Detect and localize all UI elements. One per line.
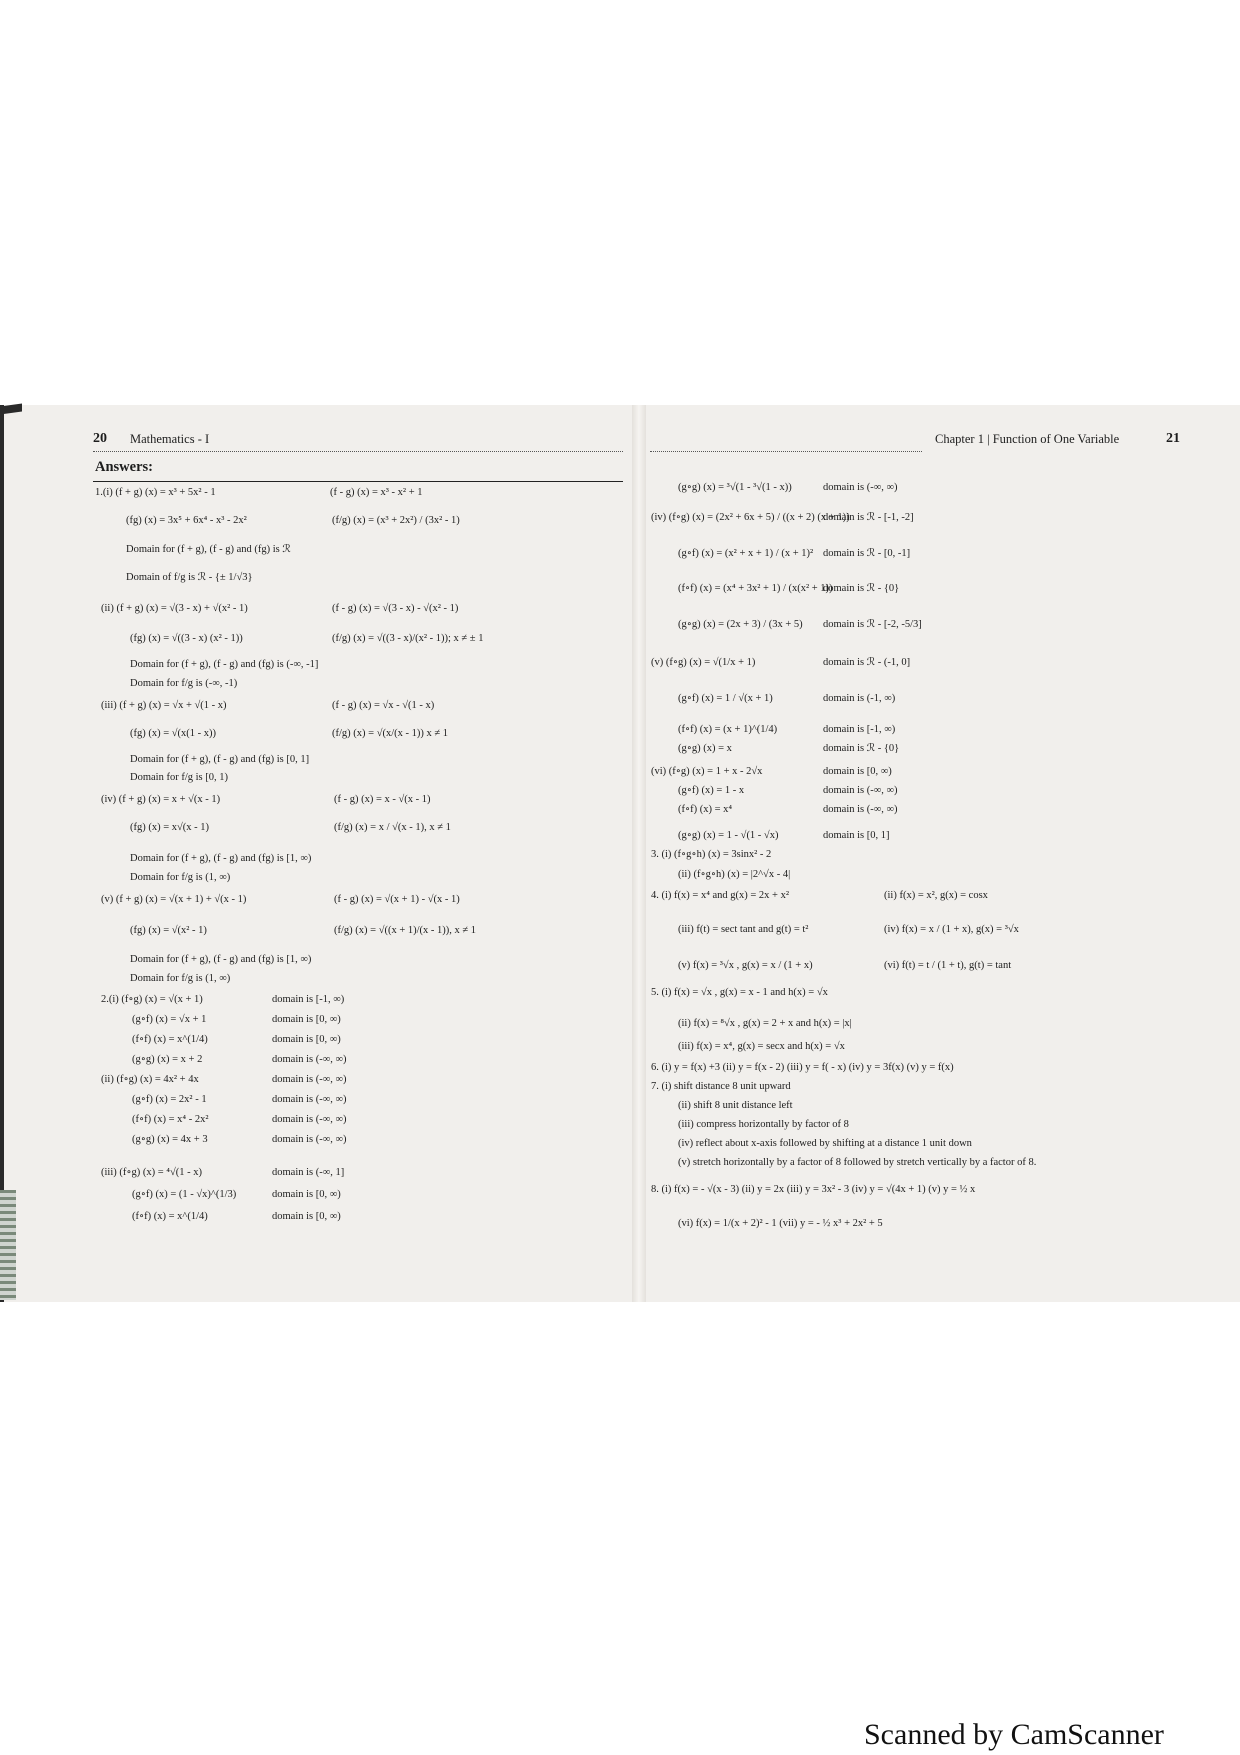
right-page-number: 21 (1166, 431, 1180, 446)
right-answer-line: (iv) f(x) = x / (1 + x), g(x) = ³√x (884, 924, 1019, 935)
left-answer-line: Domain for (f + g), (f - g) and (fg) is (-∞, -1] (130, 659, 319, 670)
left-answer-line: (fg) (x) = √(x(1 - x)) (130, 728, 217, 739)
left-page-edge (0, 405, 4, 1302)
left-answer-line: Domain for f/g is (-∞, -1) (130, 678, 238, 689)
scanner-watermark: Scanned by CamScanner (864, 1718, 1164, 1751)
left-header-rule (93, 451, 623, 452)
left-answer-line: (f/g) (x) = √((x + 1)/(x - 1)), x ≠ 1 (334, 925, 477, 936)
right-answer-line: (v) (f∘g) (x) = √(1/x + 1) (651, 657, 756, 668)
left-answer-line: 1.(i) (f + g) (x) = x³ + 5x² - 1 (95, 487, 216, 498)
left-answer-line: (ii) (f + g) (x) = √(3 - x) + √(x² - 1) (101, 603, 248, 614)
right-answer-line: (iv) (f∘g) (x) = (2x² + 6x + 5) / ((x + 2) (x + 1)) (651, 512, 850, 523)
left-answer-line: domain is (-∞, 1] (272, 1167, 345, 1178)
right-answer-line: domain is (-∞, ∞) (823, 482, 898, 493)
right-answer-line: (g∘f) (x) = (x² + x + 1) / (x + 1)² (678, 548, 814, 559)
left-answer-line: domain is [-1, ∞) (272, 994, 345, 1005)
left-answer-line: (ii) (f∘g) (x) = 4x² + 4x (101, 1074, 199, 1085)
right-answer-line: domain is [0, 1] (823, 830, 890, 841)
right-answer-line: domain is ℛ - (-1, 0] (823, 657, 911, 668)
left-answer-line: (fg) (x) = 3x⁵ + 6x⁴ - x³ - 2x² (126, 515, 247, 526)
left-answer-line: domain is [0, ∞) (272, 1014, 341, 1025)
left-answer-line: (iv) (f + g) (x) = x + √(x - 1) (101, 794, 221, 805)
left-answer-line: (f - g) (x) = √(3 - x) - √(x² - 1) (332, 603, 459, 614)
right-answer-line: (g∘g) (x) = ³√(1 - ³√(1 - x)) (678, 482, 792, 493)
right-answer-line: (iii) f(t) = sect tant and g(t) = t² (678, 924, 809, 935)
left-page-edge-stripes (0, 1190, 16, 1300)
right-answer-line: (ii) f(x) = ⁸√x , g(x) = 2 + x and h(x) = |x| (678, 1018, 852, 1029)
left-answer-line: Domain for (f + g), (f - g) and (fg) is [1, ∞) (130, 853, 312, 864)
right-answer-line: (vi) f(t) = t / (1 + t), g(t) = tant (884, 960, 1012, 971)
left-answer-line: domain is [0, ∞) (272, 1211, 341, 1222)
left-answer-line: (f∘f) (x) = x^(1/4) (132, 1211, 208, 1222)
right-answer-line: (vi) (f∘g) (x) = 1 + x - 2√x (651, 766, 763, 777)
right-answer-line: (f∘f) (x) = x⁴ (678, 804, 733, 815)
left-answer-line: Domain for f/g is (1, ∞) (130, 973, 231, 984)
left-answer-line: (f∘f) (x) = x^(1/4) (132, 1034, 208, 1045)
right-answer-line: (g∘g) (x) = x (678, 743, 732, 754)
left-answer-line: (f/g) (x) = x / √(x - 1), x ≠ 1 (334, 822, 451, 833)
right-answer-line: domain is [-1, ∞) (823, 724, 896, 735)
left-answer-line: (g∘f) (x) = 2x² - 1 (132, 1094, 207, 1105)
left-answer-line: domain is (-∞, ∞) (272, 1054, 347, 1065)
left-answer-line: Domain for f/g is [0, 1) (130, 772, 228, 783)
right-answer-line: 8. (i) f(x) = - √(x - 3) (ii) y = 2x (iii) y = 3x² - 3 (iv) y = √(4x + 1) (v) y = ½ x (651, 1184, 976, 1195)
right-answer-line: (f∘f) (x) = (x⁴ + 3x² + 1) / (x(x² + 1)) (678, 583, 833, 594)
right-answer-line: (ii) shift 8 unit distance left (678, 1100, 793, 1111)
right-answer-line: domain is (-1, ∞) (823, 693, 896, 704)
right-answer-line: (ii) (f∘g∘h) (x) = |2^√x - 4| (678, 869, 791, 880)
right-answer-line: domain is ℛ - [-1, -2] (823, 512, 914, 523)
left-answer-line: (f - g) (x) = x³ - x² + 1 (330, 487, 423, 498)
right-answer-line: 3. (i) (f∘g∘h) (x) = 3sinx² - 2 (651, 849, 772, 860)
left-answer-line: (f/g) (x) = (x³ + 2x²) / (3x² - 1) (332, 515, 460, 526)
right-answer-line: domain is (-∞, ∞) (823, 785, 898, 796)
right-answer-line: 4. (i) f(x) = x⁴ and g(x) = 2x + x² (651, 890, 790, 901)
left-answer-line: domain is [0, ∞) (272, 1034, 341, 1045)
left-answer-line: (fg) (x) = √((3 - x) (x² - 1)) (130, 633, 243, 644)
left-answer-line: (fg) (x) = √(x² - 1) (130, 925, 207, 936)
answers-rule (93, 481, 623, 482)
right-answer-line: (vi) f(x) = 1/(x + 2)² - 1 (vii) y = - ½ x³ + 2x² + 5 (678, 1218, 883, 1229)
left-answer-line: (f - g) (x) = √(x + 1) - √(x - 1) (334, 894, 460, 905)
left-answer-line: (g∘g) (x) = x + 2 (132, 1054, 203, 1065)
left-answer-line: (fg) (x) = x√(x - 1) (130, 822, 210, 833)
right-answer-line: domain is [0, ∞) (823, 766, 892, 777)
right-answer-line: (iii) compress horizontally by factor of 8 (678, 1119, 849, 1130)
left-answer-line: 2.(i) (f∘g) (x) = √(x + 1) (101, 994, 203, 1005)
left-answer-line: (f/g) (x) = √(x/(x - 1)) x ≠ 1 (332, 728, 448, 739)
right-answer-line: domain is ℛ - [0, -1] (823, 548, 911, 559)
left-answer-line: Domain of f/g is ℛ - {± 1/√3} (126, 572, 253, 583)
right-answer-line: domain is ℛ - {0} (823, 583, 900, 594)
right-answer-line: 6. (i) y = f(x) +3 (ii) y = f(x - 2) (iii) y = f( - x) (iv) y = 3f(x) (v) y = f(x) (651, 1062, 954, 1073)
right-answer-line: domain is (-∞, ∞) (823, 804, 898, 815)
right-answer-line: domain is ℛ - {0} (823, 743, 900, 754)
left-answer-line: (g∘f) (x) = √x + 1 (132, 1014, 207, 1025)
left-answer-line: (f/g) (x) = √((3 - x)/(x² - 1)); x ≠ ± 1 (332, 633, 484, 644)
left-page-number: 20 (93, 431, 107, 446)
left-answer-line: (g∘f) (x) = (1 - √x)^(1/3) (132, 1189, 237, 1200)
right-running-title: Chapter 1 | Function of One Variable (935, 432, 1120, 446)
left-answer-line: Domain for (f + g), (f - g) and (fg) is ℛ (126, 544, 291, 555)
right-answer-line: (g∘f) (x) = 1 - x (678, 785, 745, 796)
right-answer-line: (g∘g) (x) = (2x + 3) / (3x + 5) (678, 619, 803, 630)
left-answer-line: (f - g) (x) = √x - √(1 - x) (332, 700, 435, 711)
answers-heading: Answers: (95, 459, 153, 475)
left-answer-line: (g∘g) (x) = 4x + 3 (132, 1134, 208, 1145)
left-answer-line: (iii) (f + g) (x) = √x + √(1 - x) (101, 700, 227, 711)
right-answer-line: (iv) reflect about x-axis followed by shifting at a distance 1 unit down (678, 1138, 972, 1149)
right-answer-line: (ii) f(x) = x², g(x) = cosx (884, 890, 988, 901)
left-answer-line: Domain for (f + g), (f - g) and (fg) is [0, 1] (130, 754, 310, 765)
right-header-rule (650, 451, 922, 452)
left-running-title: Mathematics - I (130, 432, 210, 446)
left-answer-line: (f∘f) (x) = x⁴ - 2x² (132, 1114, 209, 1125)
right-answer-line: 7. (i) shift distance 8 unit upward (651, 1081, 791, 1092)
right-answer-line: (v) stretch horizontally by a factor of 8 followed by stretch vertically by a factor of 8. (678, 1157, 1037, 1168)
left-answer-line: domain is (-∞, ∞) (272, 1074, 347, 1085)
left-answer-line: (f - g) (x) = x - √(x - 1) (334, 794, 431, 805)
left-answer-line: Domain for (f + g), (f - g) and (fg) is [1, ∞) (130, 954, 312, 965)
left-answer-line: domain is [0, ∞) (272, 1189, 341, 1200)
left-answer-line: domain is (-∞, ∞) (272, 1094, 347, 1105)
right-answer-line: (iii) f(x) = x⁴, g(x) = secx and h(x) = √x (678, 1041, 845, 1052)
right-answer-line: (g∘g) (x) = 1 - √(1 - √x) (678, 830, 779, 841)
left-answer-line: domain is (-∞, ∞) (272, 1134, 347, 1145)
right-answer-line: domain is ℛ - [-2, -5/3] (823, 619, 922, 630)
book-gutter (632, 405, 646, 1302)
right-answer-line: (f∘f) (x) = (x + 1)^(1/4) (678, 724, 778, 735)
left-answer-line: domain is (-∞, ∞) (272, 1114, 347, 1125)
right-answer-line: (v) f(x) = ³√x , g(x) = x / (1 + x) (678, 960, 813, 971)
right-answer-line: (g∘f) (x) = 1 / √(x + 1) (678, 693, 773, 704)
left-answer-line: Domain for f/g is (1, ∞) (130, 872, 231, 883)
right-answer-line: 5. (i) f(x) = √x , g(x) = x - 1 and h(x) = √x (651, 987, 828, 998)
left-answer-line: (v) (f + g) (x) = √(x + 1) + √(x - 1) (101, 894, 247, 905)
left-answer-line: (iii) (f∘g) (x) = ⁴√(1 - x) (101, 1167, 202, 1178)
